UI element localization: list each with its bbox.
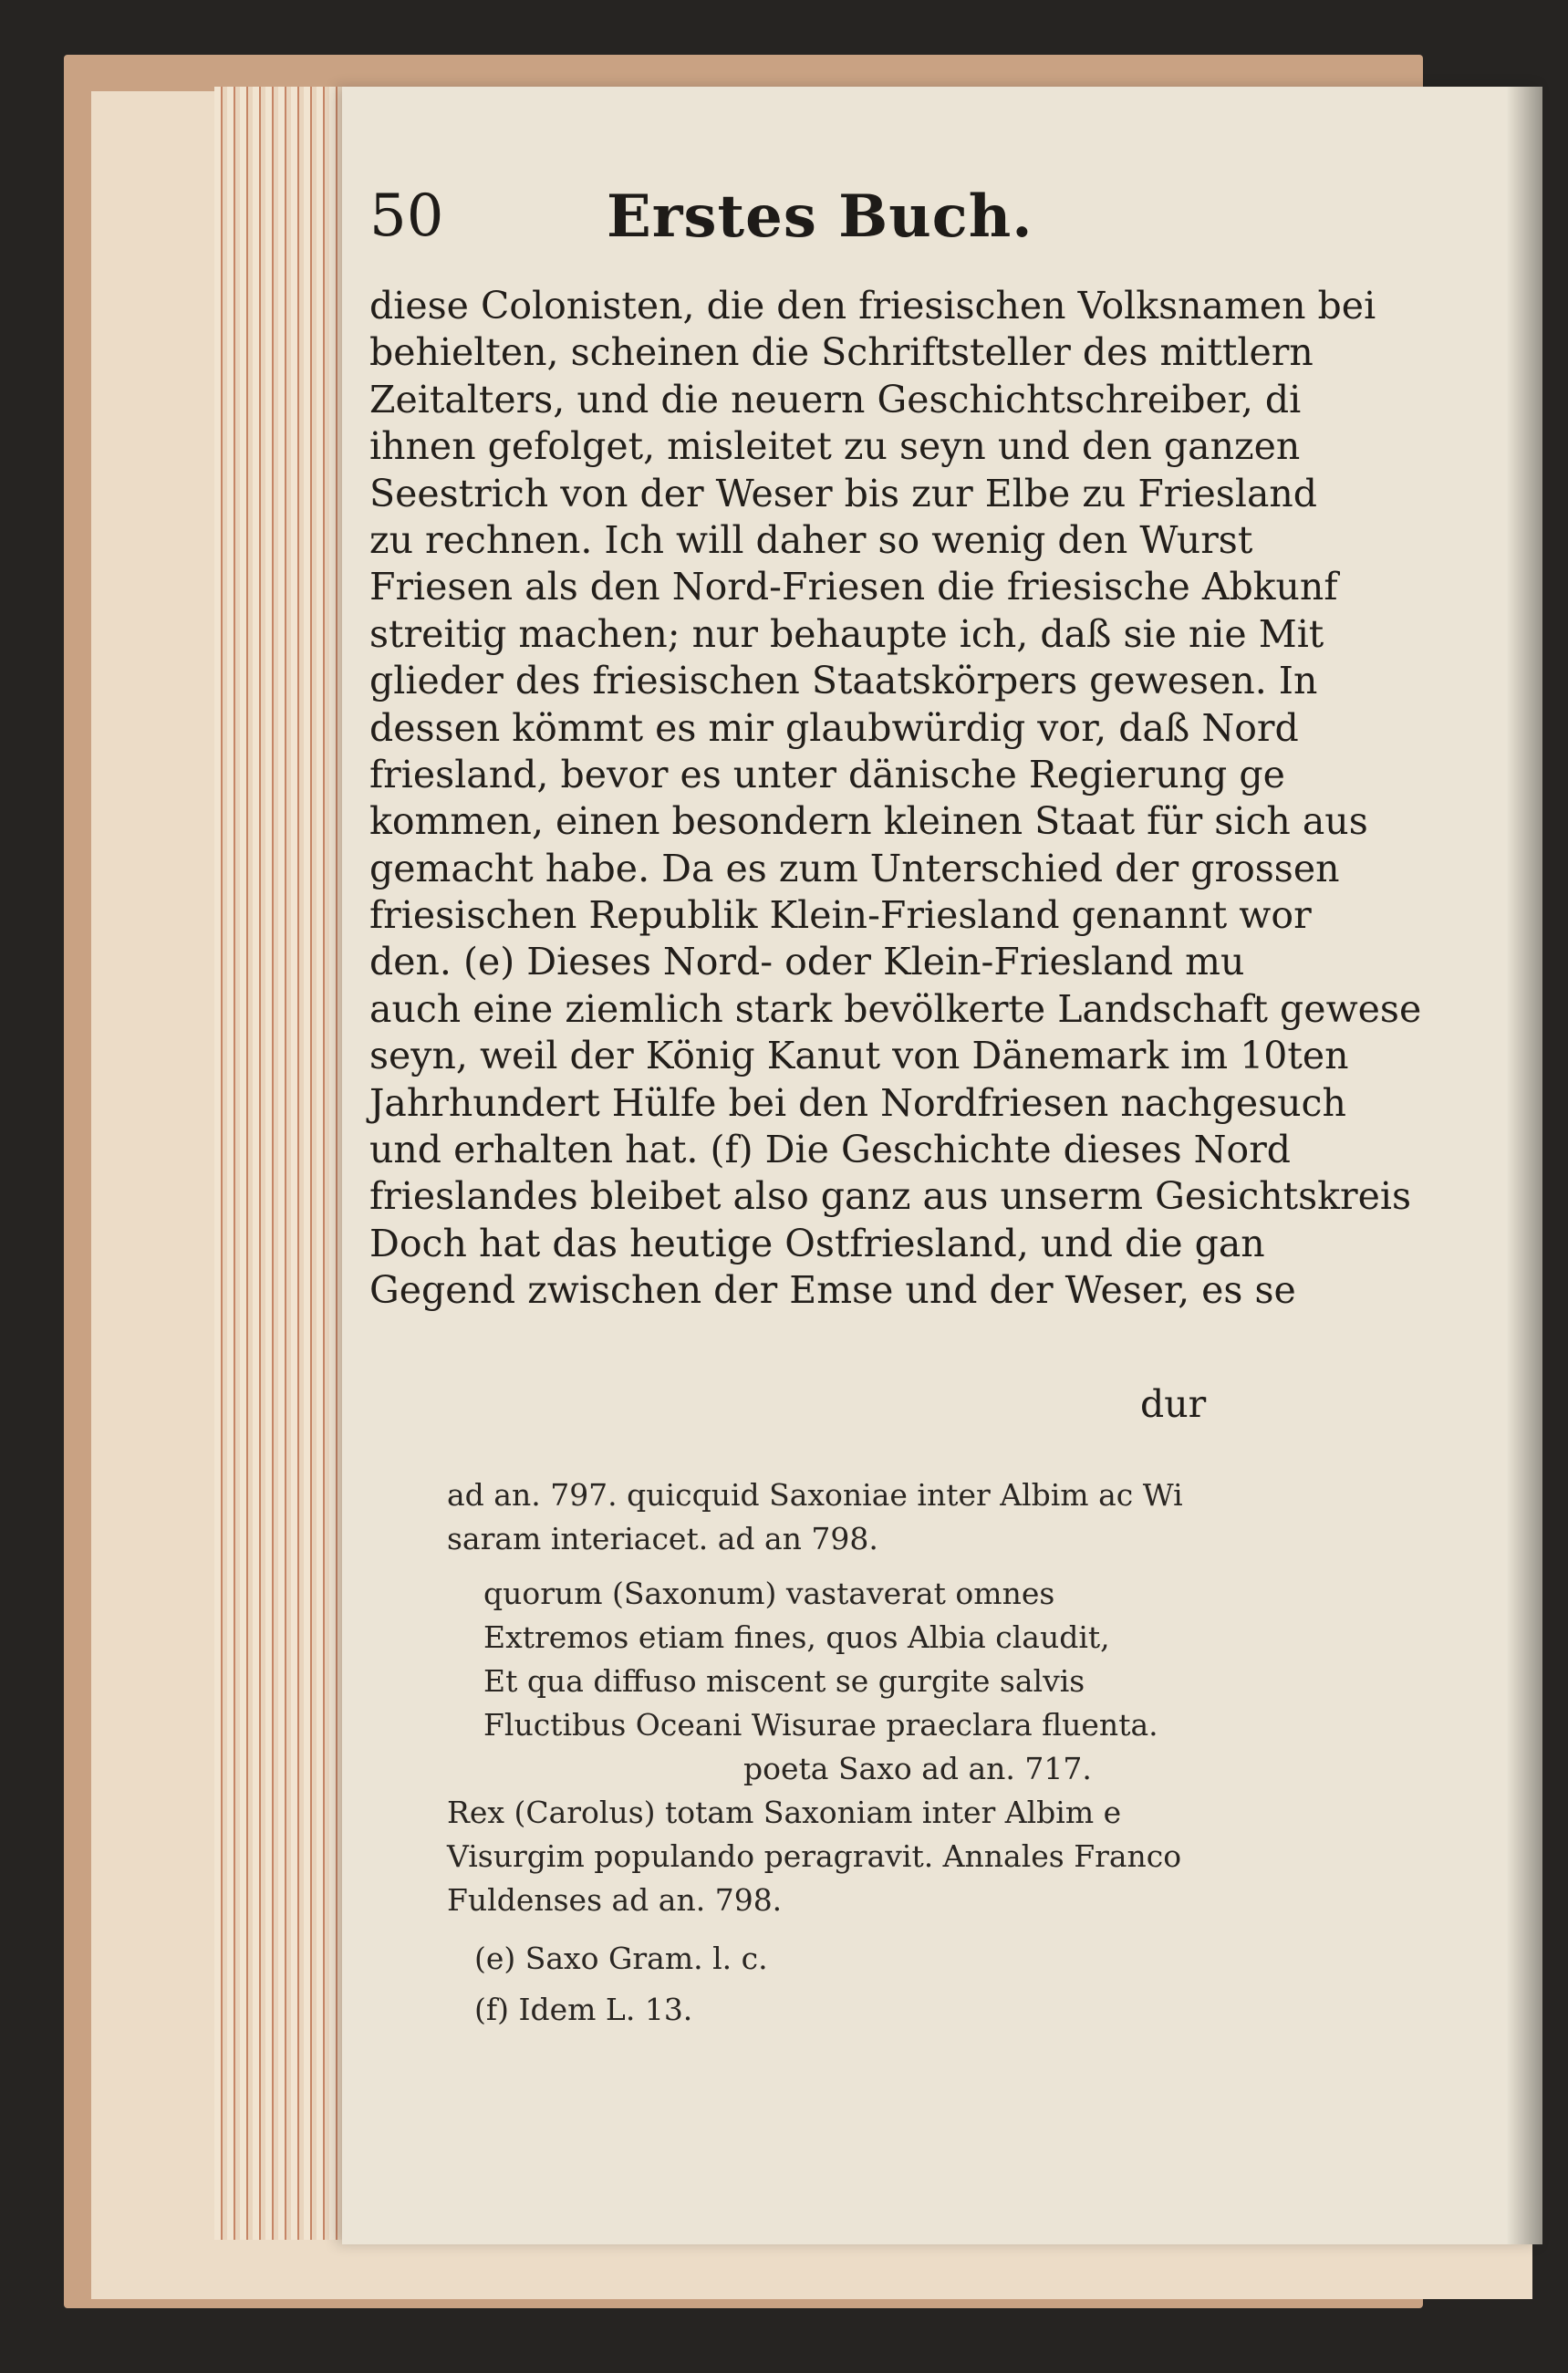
body-line: glieder des friesischen Staatskörpers gewesen. In	[369, 659, 1318, 703]
body-line: Doch hat das heutige Ostfriesland, und die gan	[369, 1221, 1265, 1265]
body-line: und erhalten hat. (f) Die Geschichte dieses Nord	[369, 1128, 1292, 1172]
body-line: streitig machen; nur behaupte ich, daß sie nie Mit	[369, 611, 1324, 656]
body-line: ihnen gefolget, misleitet zu seyn und den ganzen	[369, 424, 1301, 469]
body-line: Friesen als den Nord-Friesen die friesische Abkunf	[369, 565, 1338, 609]
body-line: zu rechnen. Ich will daher so wenig den Wurst	[369, 517, 1253, 562]
footnote-verse-source: poeta Saxo ad an. 717.	[743, 1751, 1092, 1786]
footnote-f: (f) Idem L. 13.	[474, 1992, 693, 2027]
footnotes	[447, 1473, 1199, 2035]
body-line: kommen, einen besondern kleinen Staat für sich aus	[369, 799, 1368, 844]
body-text	[369, 283, 1422, 1315]
body-line: Seestrich von der Weser bis zur Elbe zu Friesland	[369, 471, 1318, 515]
body-line: gemacht habe. Da es zum Unterschied der grossen	[369, 846, 1340, 890]
body-line: Jahrhundert Hülfe bei den Nordfriesen nachgesuch	[369, 1080, 1346, 1125]
footnote-verse-line: Et qua diffuso miscent se gurgite salvis	[483, 1663, 1085, 1699]
body-line: diese Colonisten, die den friesischen Volksnamen bei	[369, 284, 1376, 328]
running-head	[369, 182, 1190, 265]
page-gutter-shadow	[1506, 87, 1542, 2244]
catchword: dur	[1140, 1382, 1207, 1426]
running-title: Erstes Buch.	[607, 182, 1033, 251]
body-line: seyn, weil der König Kanut von Dänemark im 10ten	[369, 1034, 1349, 1078]
footnote-rex-line: Visurgim populando peragravit. Annales Franco	[447, 1838, 1182, 1874]
footnote-rex-line: Rex (Carolus) totam Saxoniam inter Albim e	[447, 1795, 1122, 1830]
body-line: friesland, bevor es unter dänische Regierung ge	[369, 752, 1285, 796]
body-line: friesischen Republik Klein-Friesland genannt wor	[369, 893, 1312, 938]
footnote-annal-line: saram interiacet. ad an 798.	[447, 1521, 878, 1556]
footnote-rex-line: Fuldenses ad an. 798.	[447, 1882, 783, 1918]
body-line: dessen kömmt es mir glaubwürdig vor, daß Nord	[369, 705, 1299, 750]
body-line: behielten, scheinen die Schriftsteller des mittlern	[369, 330, 1314, 375]
body-line: auch eine ziemlich stark bevölkerte Landschaft gewese	[369, 986, 1422, 1031]
body-line: Zeitalters, und die neuern Geschichtschreiber, di	[369, 377, 1302, 422]
footnote-verse-line: quorum (Saxonum) vastaverat omnes	[483, 1576, 1055, 1611]
body-line: den. (e) Dieses Nord- oder Klein-Friesland mu	[369, 940, 1245, 984]
footnote-annal-line: ad an. 797. quicquid Saxoniae inter Albim ac Wi	[447, 1477, 1183, 1513]
footnote-verse-line: Fluctibus Oceani Wisurae praeclara fluenta.	[483, 1707, 1158, 1743]
body-line: Gegend zwischen der Emse und der Weser, es se	[369, 1268, 1296, 1313]
footnote-verse-line: Extremos etiam fines, quos Albia claudit,	[483, 1619, 1110, 1655]
footnote-e: (e) Saxo Gram. l. c.	[474, 1941, 768, 1976]
body-line: frieslandes bleibet also ganz aus unserm Gesichtskreis	[369, 1174, 1411, 1219]
page-number: 50	[369, 182, 444, 250]
page-edges	[214, 87, 351, 2240]
